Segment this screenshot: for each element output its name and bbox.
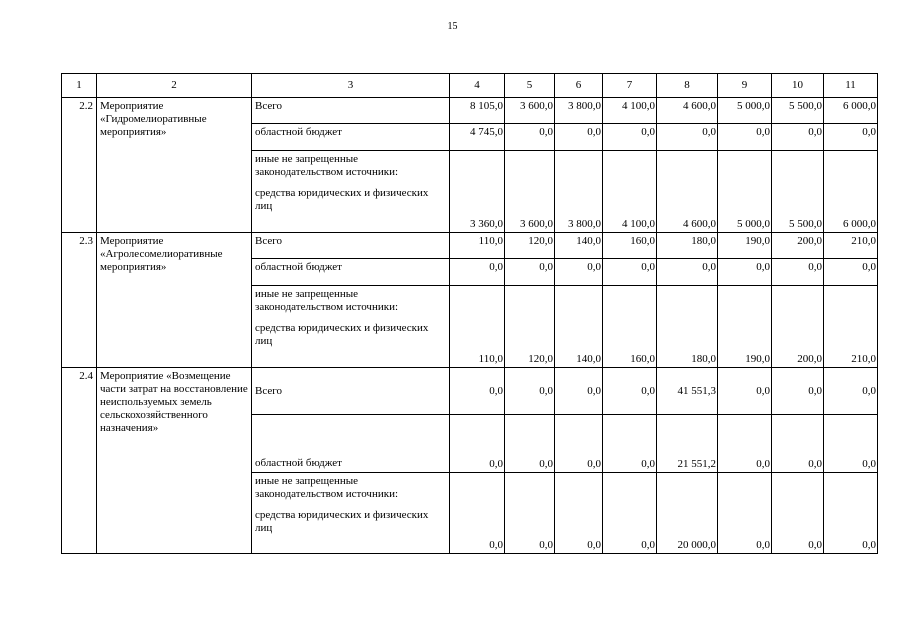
value-cell: 21 551,2 [657, 415, 718, 473]
value-cell: 0,0 [603, 473, 657, 554]
header-row [62, 74, 878, 98]
value-cell: 0,0 [772, 473, 824, 554]
value-cell: 190,0 [718, 286, 772, 368]
value-cell: 140,0 [555, 233, 603, 259]
measure-number: 2.4 [62, 368, 97, 554]
value-cell: 0,0 [505, 368, 555, 415]
value-cell: 0,0 [603, 368, 657, 415]
value-cell: 3 600,0 [505, 151, 555, 233]
value-cell: 0,0 [824, 368, 878, 415]
measure-name: Мероприятие «Возмещение части затрат на восстановление неиспользуемых земель сельскохозяйственного назначения» [97, 368, 252, 554]
value-cell: 110,0 [450, 286, 505, 368]
header-cell: 5 [505, 74, 555, 98]
header-cell: 7 [603, 74, 657, 98]
value-cell: 0,0 [657, 259, 718, 286]
table-row [62, 368, 878, 415]
value-cell: 4 100,0 [603, 98, 657, 124]
value-cell: 6 000,0 [824, 151, 878, 233]
header-cell: 9 [718, 74, 772, 98]
value-cell: 0,0 [505, 473, 555, 554]
value-cell: 0,0 [772, 124, 824, 151]
value-cell: 160,0 [603, 233, 657, 259]
value-cell: 0,0 [824, 259, 878, 286]
value-cell: 120,0 [505, 286, 555, 368]
funding-source-label: Всего [252, 233, 450, 259]
header-cell: 1 [62, 74, 97, 98]
value-cell: 190,0 [718, 233, 772, 259]
measure-name: Мероприятие «Агролесомелиоративные мероприятия» [97, 233, 252, 368]
value-cell: 4 600,0 [657, 151, 718, 233]
value-cell: 8 105,0 [450, 98, 505, 124]
value-cell: 110,0 [450, 233, 505, 259]
value-cell: 0,0 [772, 259, 824, 286]
value-cell: 5 000,0 [718, 151, 772, 233]
funding-source-label: Всего [252, 368, 450, 415]
measure-name: Мероприятие «Гидромелиоративные мероприятия» [97, 98, 252, 233]
value-cell: 0,0 [603, 415, 657, 473]
legal-entities-label: средства юридических и физических лиц [255, 509, 429, 534]
value-cell: 0,0 [718, 415, 772, 473]
value-cell: 0,0 [824, 415, 878, 473]
value-cell: 0,0 [555, 368, 603, 415]
value-cell: 0,0 [555, 259, 603, 286]
value-cell: 140,0 [555, 286, 603, 368]
value-cell: 0,0 [555, 473, 603, 554]
value-cell: 0,0 [718, 124, 772, 151]
value-cell: 0,0 [450, 259, 505, 286]
value-cell: 41 551,3 [657, 368, 718, 415]
funding-source-label: Всего [252, 98, 450, 124]
header-cell: 10 [772, 74, 824, 98]
budget-table [61, 73, 878, 554]
other-sources-label: иные не запрещенные законодательством источники: [255, 475, 399, 500]
header-cell: 4 [450, 74, 505, 98]
funding-source-cell [252, 151, 450, 233]
funding-source-label: областной бюджет [252, 415, 450, 473]
funding-source-cell [252, 473, 450, 554]
value-cell: 0,0 [772, 368, 824, 415]
funding-source-cell [252, 286, 450, 368]
value-cell: 0,0 [603, 124, 657, 151]
value-cell: 0,0 [505, 415, 555, 473]
other-sources-label: иные не запрещенные законодательством источники: [255, 288, 399, 313]
header-cell: 8 [657, 74, 718, 98]
value-cell: 0,0 [824, 124, 878, 151]
value-cell: 0,0 [657, 124, 718, 151]
legal-entities-label: средства юридических и физических лиц [255, 322, 429, 347]
value-cell: 3 800,0 [555, 98, 603, 124]
value-cell: 3 360,0 [450, 151, 505, 233]
value-cell: 0,0 [603, 259, 657, 286]
value-cell: 0,0 [505, 259, 555, 286]
table-row [62, 233, 878, 259]
value-cell: 0,0 [555, 124, 603, 151]
value-cell: 0,0 [555, 415, 603, 473]
value-cell: 120,0 [505, 233, 555, 259]
value-cell: 180,0 [657, 233, 718, 259]
measure-number: 2.3 [62, 233, 97, 368]
legal-entities-label: средства юридических и физических лиц [255, 187, 429, 212]
page-number: 15 [447, 21, 458, 32]
value-cell: 210,0 [824, 233, 878, 259]
value-cell: 0,0 [718, 368, 772, 415]
value-cell: 4 100,0 [603, 151, 657, 233]
value-cell: 5 500,0 [772, 98, 824, 124]
other-sources-label: иные не запрещенные законодательством источники: [255, 153, 399, 178]
header-cell: 11 [824, 74, 878, 98]
value-cell: 200,0 [772, 286, 824, 368]
header-cell: 6 [555, 74, 603, 98]
value-cell: 180,0 [657, 286, 718, 368]
value-cell: 4 600,0 [657, 98, 718, 124]
funding-source-label: областной бюджет [252, 124, 450, 151]
value-cell: 160,0 [603, 286, 657, 368]
header-cell: 3 [252, 74, 450, 98]
value-cell: 0,0 [718, 473, 772, 554]
funding-source-label: областной бюджет [252, 259, 450, 286]
value-cell: 200,0 [772, 233, 824, 259]
value-cell: 4 745,0 [450, 124, 505, 151]
value-cell: 0,0 [450, 473, 505, 554]
value-cell: 5 500,0 [772, 151, 824, 233]
value-cell: 0,0 [718, 259, 772, 286]
value-cell: 0,0 [450, 415, 505, 473]
value-cell: 210,0 [824, 286, 878, 368]
header-cell: 2 [97, 74, 252, 98]
value-cell: 6 000,0 [824, 98, 878, 124]
value-cell: 0,0 [772, 415, 824, 473]
table-row [62, 98, 878, 124]
value-cell: 20 000,0 [657, 473, 718, 554]
value-cell: 0,0 [505, 124, 555, 151]
measure-number: 2.2 [62, 98, 97, 233]
value-cell: 0,0 [824, 473, 878, 554]
value-cell: 3 800,0 [555, 151, 603, 233]
value-cell: 5 000,0 [718, 98, 772, 124]
value-cell: 3 600,0 [505, 98, 555, 124]
value-cell: 0,0 [450, 368, 505, 415]
